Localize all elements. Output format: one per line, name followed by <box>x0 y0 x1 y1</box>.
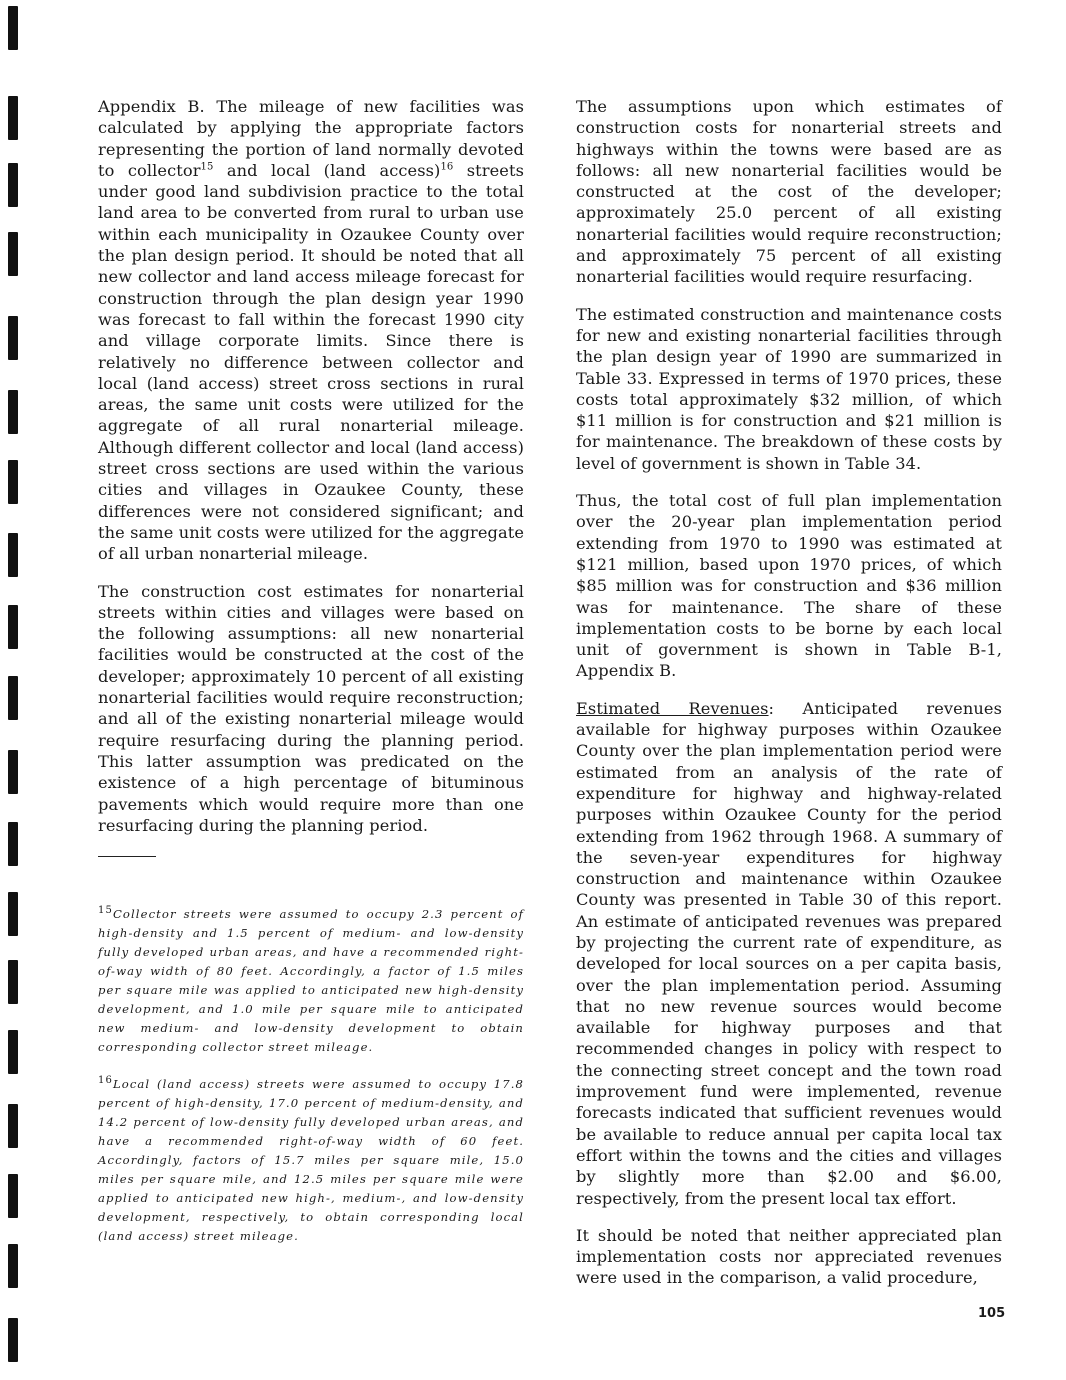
footnote-ref-16: 16 <box>440 161 454 173</box>
footnote-15 <box>98 905 524 1057</box>
body-paragraph: Thus, the total cost of full plan implementation over the 20-year plan implementation period extending from 1970 to 1990 was estimated at $121 million, based upon 1970 prices, of which $85 million was for construction and $36 million was for maintenance. The share of these implementation costs to be borne by each local unit of government is shown in Table B-1, Appendix B. <box>576 491 1002 681</box>
binder-mark <box>8 96 18 140</box>
right-column <box>576 96 1002 1305</box>
body-paragraph: It should be noted that neither appreciated plan implementation costs nor appreciated revenues were used in the comparison, a valid procedure, <box>576 1225 1002 1288</box>
binder-mark <box>8 460 18 504</box>
footnote-number: 15 <box>98 905 113 917</box>
body-paragraph <box>576 698 1002 1209</box>
body-paragraph <box>98 96 524 565</box>
footnote-16 <box>98 1075 524 1246</box>
binder-mark <box>8 1174 18 1218</box>
binder-mark <box>8 1318 18 1362</box>
binder-mark <box>8 232 18 276</box>
binder-hole-marks <box>8 0 20 1380</box>
binder-mark <box>8 533 18 577</box>
binder-mark <box>8 750 18 794</box>
binder-mark <box>8 1244 18 1288</box>
footnote-text: Collector streets were assumed to occupy 2.3 percent of high-density and 1.5 percent of medium- and low-density fully developed urban areas, and have a recommended right-of-way width of 80 feet. Accordingly, a factor of 1.5 miles per square mile was applied to anticipated new high-density development, and 1.0 mile per square mile to anticipated new medium- and low-density development to obtain corresponding collector street mileage. <box>98 907 524 1055</box>
footnote-text: Local (land access) streets were assumed to occupy 17.8 percent of high-density, 17.0 percent of medium-density, and 14.2 percent of low-density fully developed urban areas, and have a recommended right-of-way width of 60 feet. Accordingly, factors of 15.7 miles per square mile, 15.0 miles per square mile, and 12.5 miles per square mile were applied to anticipated new high-, medium-, and low-density development, respectively, to obtain corresponding local (land access) street mileage. <box>98 1077 524 1244</box>
binder-mark <box>8 1030 18 1074</box>
binder-mark <box>8 892 18 936</box>
binder-mark <box>8 822 18 866</box>
footnote-divider <box>98 856 156 857</box>
body-paragraph: The construction cost estimates for nonarterial streets within cities and villages were based on the following assumptions: all new nonarterial facilities would be constructed at the cost of the developer; approximately 10 percent of all existing nonarterial facilities would require reconstruction; and all of the existing nonarterial mileage would require resurfacing during the planning period. This latter assumption was predicated on the existence of a high percentage of bituminous pavements which would require more than one resurfacing during the planning period. <box>98 581 524 835</box>
section-heading: Estimated Revenues <box>576 698 769 718</box>
binder-mark <box>8 676 18 720</box>
binder-mark <box>8 605 18 649</box>
binder-mark <box>8 1104 18 1148</box>
paragraph-text: and local (land access) <box>213 160 441 180</box>
binder-mark <box>8 163 18 207</box>
paragraph-text: : Anticipated revenues available for highway purposes within Ozaukee County over the plan implementation period were estimated from an analysis of the rate of expenditure for highway and highway-related purposes within Ozaukee County for the period extending from 1962 through 1968. A summary of the seven-year expenditures for highway construction and maintenance within Ozaukee County was presented in Table 30 of this report. An estimate of anticipated revenues was prepared by projecting the current rate of expenditure, as developed for local sources on a per capita basis, over the plan implementation period. Assuming that no new revenue sources would become available for highway purposes and that recommended changes in policy with respect to the connecting street concept and the town road improvement fund were implemented, revenue forecasts indicated that sufficient revenues would be available to reduce annual per capita local tax effort within the towns and the cities and villages by slightly more than $2.00 and $6.00, respectively, from the present local tax effort. <box>576 698 1002 1208</box>
binder-mark <box>8 960 18 1004</box>
body-paragraph: The assumptions upon which estimates of construction costs for nonarterial streets and highways within the towns were based are as follows: all new nonarterial facilities would be constructed at the cost of the developer; approximately 25.0 percent of all existing nonarterial facilities would require reconstruction; and approximately 75 percent of all existing nonarterial facilities would require resurfacing. <box>576 97 1002 287</box>
binder-mark <box>8 390 18 434</box>
binder-mark <box>8 6 18 50</box>
footnote-number: 16 <box>98 1075 113 1087</box>
binder-mark <box>8 316 18 360</box>
footnote-ref-15: 15 <box>200 161 214 173</box>
body-paragraph: The estimated construction and maintenance costs for new and existing nonarterial facilities through the plan design year of 1990 are summarized in Table 33. Expressed in terms of 1970 prices, these costs total approximately $32 million, of which $11 million is for construction and $21 million is for maintenance. The breakdown of these costs by level of government is shown in Table 34. <box>576 304 1002 473</box>
paragraph-text: Appendix B. The mileage of new facilities was calculated by applying the appropriate factors representing the portion of land normally devoted to collector <box>98 97 524 180</box>
left-column <box>98 96 524 1264</box>
paragraph-text: streets under good land subdivision practice to the total land area to be converted from rural to urban use within each municipality in Ozaukee County over the plan design period. It should be noted that all new collector and land access mileage forecast for construction through the plan design year 1990 was forecast to fall within the forecast 1990 city and village corporate limits. Since there is relatively no difference between collector and local (land access) street cross sections in rural areas, the same unit costs were utilized for the aggregate of all rural nonarterial mileage. Although different collector and local (land access) street cross sections are used within the various cities and villages in Ozaukee County, these differences were not considered significant; and the same unit costs were utilized for the aggregate of all urban nonarterial mileage. <box>98 160 524 564</box>
page-number: 105 <box>978 1306 1006 1321</box>
